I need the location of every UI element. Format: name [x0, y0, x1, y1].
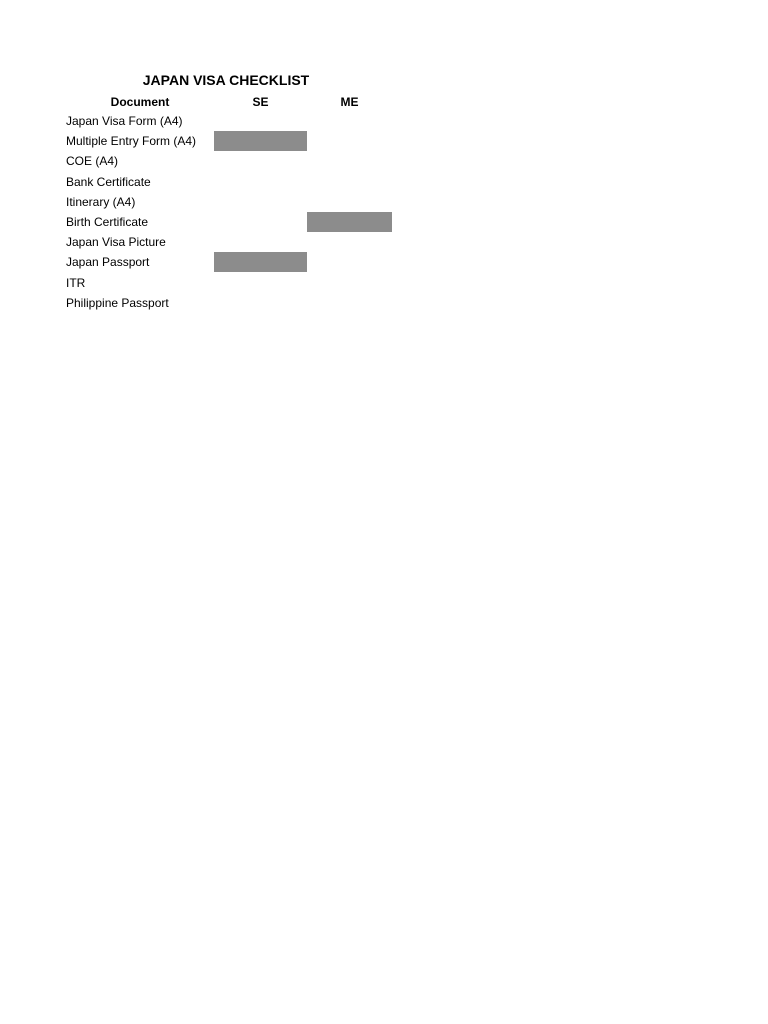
row-label: Japan Passport: [66, 255, 150, 270]
column-header-se: SE: [252, 95, 269, 109]
me-cell: [307, 232, 392, 252]
me-cell: [307, 273, 392, 293]
me-cell: [307, 252, 392, 272]
me-cell: [307, 212, 392, 232]
table-row: [60, 212, 392, 232]
table-row: [60, 111, 392, 131]
se-cell: [214, 232, 307, 252]
row-label: Birth Certificate: [66, 214, 149, 229]
se-cell: [214, 131, 307, 151]
table-row: [60, 131, 392, 151]
table-row: [60, 273, 392, 293]
table-row: [60, 151, 392, 171]
row-label: ITR: [66, 275, 86, 290]
table-row: [60, 232, 392, 252]
me-cell: [307, 151, 392, 171]
se-cell: [214, 192, 307, 212]
table-header: [60, 94, 392, 110]
row-label: Japan Visa Form (A4): [66, 114, 183, 128]
row-label: Bank Certificate: [66, 174, 151, 189]
row-label: Japan Visa Picture: [66, 235, 166, 250]
se-cell: [214, 172, 307, 192]
me-cell: [307, 172, 392, 192]
se-cell: [214, 111, 307, 131]
se-cell: [214, 273, 307, 293]
se-cell: [214, 212, 307, 232]
row-label: Itinerary (A4): [66, 194, 136, 209]
se-cell: [214, 293, 307, 313]
table-row: [60, 293, 392, 313]
me-cell: [307, 111, 392, 131]
column-header-document: Document: [110, 95, 170, 109]
row-label: COE (A4): [66, 154, 119, 169]
row-label: Philippine Passport: [66, 295, 169, 310]
checklist-title: JAPAN VISA CHECKLIST: [142, 72, 310, 88]
me-cell: [307, 293, 392, 313]
table-row: [60, 192, 392, 212]
table-row: [60, 172, 392, 192]
me-cell: [307, 131, 392, 151]
me-cell: [307, 192, 392, 212]
row-label: Multiple Entry Form (A4): [66, 134, 197, 149]
se-cell: [214, 151, 307, 171]
se-cell: [214, 252, 307, 272]
column-header-me: ME: [340, 95, 359, 109]
checklist-rows: [60, 111, 392, 313]
table-row: [60, 252, 392, 272]
